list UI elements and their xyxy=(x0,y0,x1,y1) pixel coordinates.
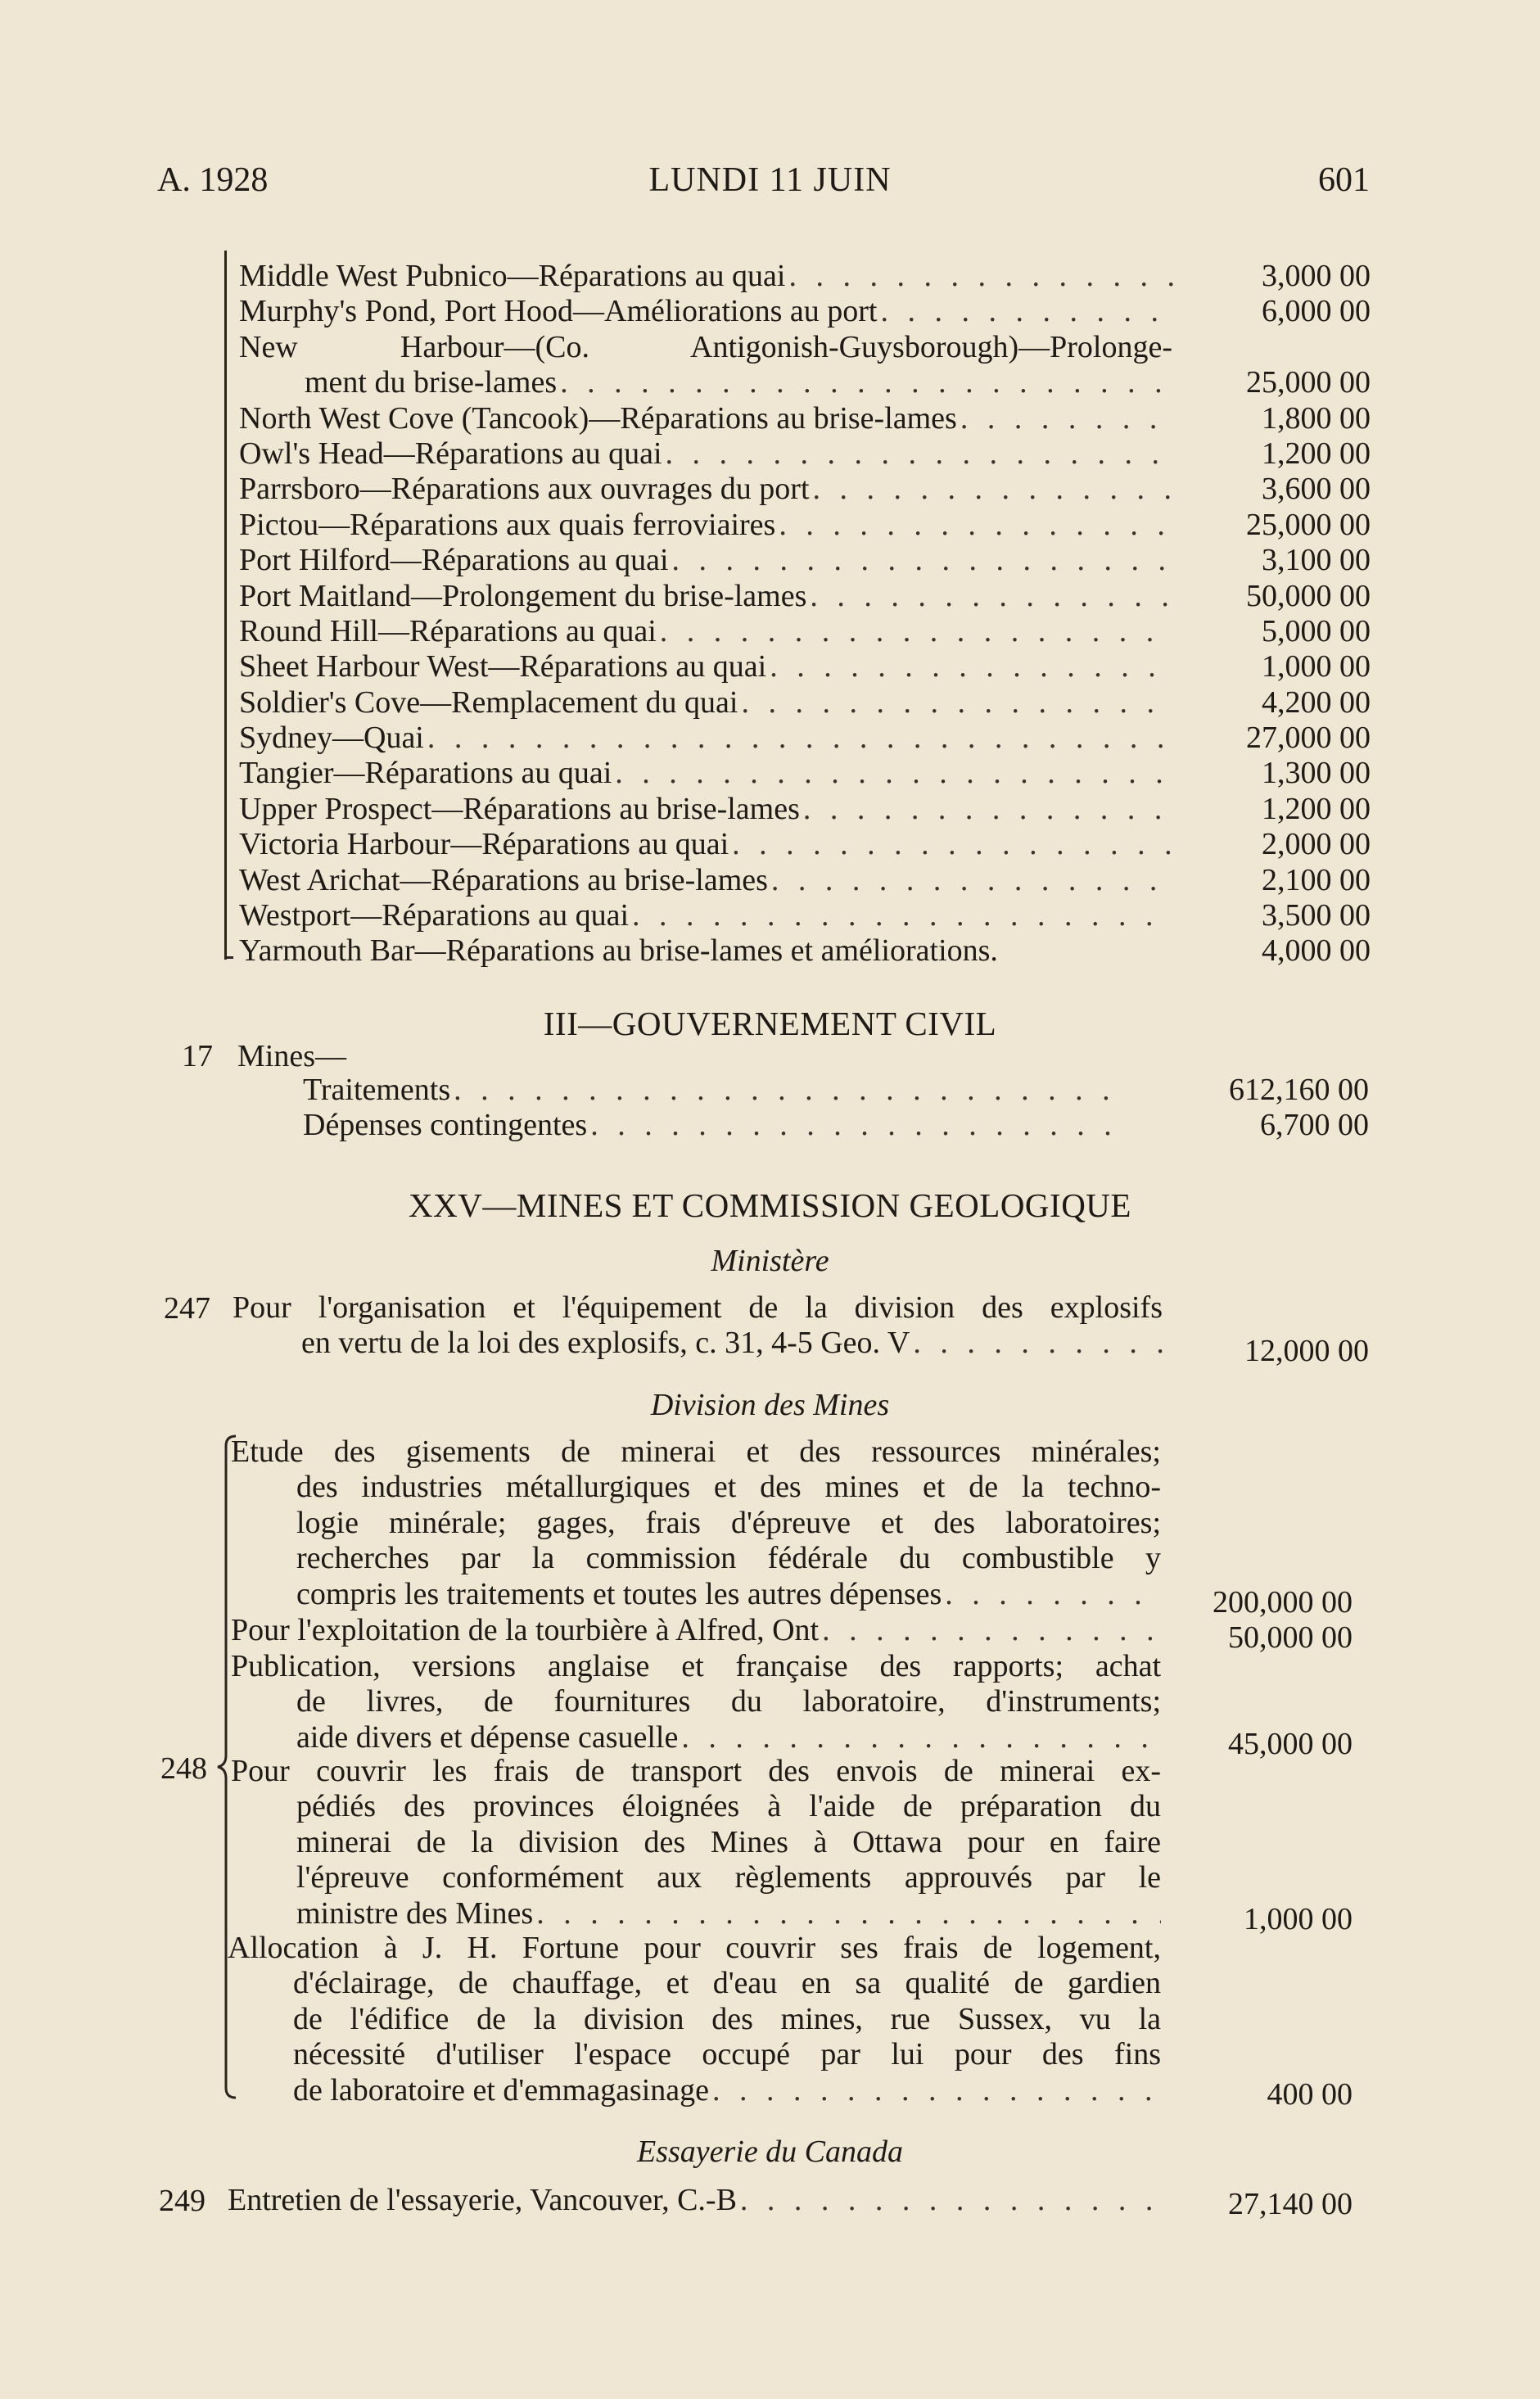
session-year: A. 1928 xyxy=(157,161,269,199)
page-date: LUNDI 11 JUIN xyxy=(648,161,892,199)
list-item: West Arichat—Réparations au brise-lames . . . 2,100 00 xyxy=(239,863,1369,898)
list-item: North West Cove (Tancook)—Réparations au brise-lames . . . 1,800 00 xyxy=(239,401,1369,436)
item-248-line: logie minérale; gages, frais d'épreuve et des laboratoires; xyxy=(296,1505,1161,1540)
item-249-amount: 27,140 00 xyxy=(1228,2187,1353,2221)
harbours-list xyxy=(239,259,1369,969)
list-item: Round Hill—Réparations au quai . . . 5,000 00 xyxy=(239,614,1369,649)
item-248-line: compris les traitements et toutes les autres dépenses . . . xyxy=(231,1577,1161,1612)
list-item: Traitements . . . 612,160 00 xyxy=(303,1073,1369,1108)
item-247-line: en vertu de la loi des explosifs, c. 31, 4-5 Geo. V . . . xyxy=(233,1326,1163,1361)
mines-title: Mines— xyxy=(237,1039,346,1073)
item-248-3 xyxy=(231,1649,1161,1755)
list-item: Sydney—Quai . . . 27,000 00 xyxy=(239,721,1369,756)
item-248-line: ministre des Mines . . . xyxy=(231,1896,1161,1931)
item-247-line: Pour l'organisation et l'équipement de la division des explosifs xyxy=(233,1290,1163,1325)
section-heading-gouvernement-civil: III—GOUVERNEMENT CIVIL xyxy=(543,1005,997,1042)
list-item: Tangier—Réparations au quai . . . 1,300 00 xyxy=(239,756,1369,791)
list-item: Yarmouth Bar—Réparations au brise-lames et améliorations. 4,000 00 xyxy=(239,933,1371,969)
item-248-line: pédiés des provinces éloignées à l'aide de préparation du xyxy=(296,1789,1161,1824)
list-item: Victoria Harbour—Réparations au quai . . . 2,000 00 xyxy=(239,827,1369,862)
list-item: Murphy's Pond, Port Hood—Améliorations au port . . . 6,000 00 xyxy=(239,294,1369,329)
vote-number-249: 249 xyxy=(159,2184,205,2218)
item-248-line: d'éclairage, de chauffage, et d'eau en sa qualité de gardien xyxy=(293,1966,1161,2001)
item-248-line: recherches par la commission fédérale du combustible y xyxy=(296,1541,1161,1576)
item-248-5-amount: 400 00 xyxy=(1267,2077,1353,2112)
list-item: New Harbour—(Co. Antigonish-Guysborough)—Prolonge- xyxy=(239,329,1172,364)
item-248-line: l'épreuve conformément aux règlements approuvés par le xyxy=(296,1860,1161,1895)
item-248-line: aide divers et dépense casuelle . . . xyxy=(231,1720,1161,1755)
list-item: Westport—Réparations au quai . . . 3,500 00 xyxy=(239,898,1369,933)
list-item: Soldier's Cove—Remplacement du quai . . . 4,200 00 xyxy=(239,685,1369,721)
item-248-5 xyxy=(228,1931,1161,2108)
item-248-line: de l'édifice de la division des mines, rue Sussex, vu la xyxy=(293,2001,1161,2036)
page-number: 601 xyxy=(1318,161,1370,199)
list-item: Upper Prospect—Réparations au brise-lames . . . 1,200 00 xyxy=(239,792,1369,827)
list-item: Port Hilford—Réparations au quai . . . 3,100 00 xyxy=(239,543,1369,578)
list-item: Port Maitland—Prolongement du brise-lames . . . 50,000 00 xyxy=(239,579,1369,614)
item-248-line: de laboratoire et d'emmagasinage . . . xyxy=(228,2073,1161,2108)
item-248-line: nécessité d'utiliser l'espace occupé par lui pour des fins xyxy=(293,2037,1161,2072)
section-heading-mines-commission: XXV—MINES ET COMMISSION GEOLOGIQUE xyxy=(409,1186,1131,1224)
item-248-2 xyxy=(231,1613,1161,1648)
vote-number-248: 248 xyxy=(160,1751,207,1786)
list-item: Dépenses contingentes . . . 6,700 00 xyxy=(303,1108,1369,1143)
item-248-line: Pour l'exploitation de la tourbière à Alfred, Ont . . . xyxy=(231,1613,1161,1648)
item-248-4 xyxy=(231,1754,1161,1931)
vote-number-17: 17 xyxy=(182,1039,213,1073)
list-item: ment du brise-lames . . . 25,000 00 xyxy=(239,365,1369,400)
item-248-1-amount: 200,000 00 xyxy=(1213,1585,1353,1620)
subheading-division-mines: Division des Mines xyxy=(650,1388,890,1422)
list-item: Owl's Head—Réparations au quai . . . 1,200 00 xyxy=(239,436,1369,472)
list-item: Parrsboro—Réparations aux ouvrages du port . . . 3,600 00 xyxy=(239,472,1369,507)
item-248-line: Etude des gisements de minerai et des ressources minérales; xyxy=(231,1434,1161,1469)
item-248-line: minerai de la division des Mines à Ottawa pour en faire xyxy=(296,1824,1161,1859)
item-248-line: de livres, de fournitures du laboratoire, d'instruments; xyxy=(296,1684,1161,1719)
list-item: Middle West Pubnico—Réparations au quai . . . 3,000 00 xyxy=(239,259,1369,294)
subheading-ministere: Ministère xyxy=(711,1244,829,1278)
item-249-line: Entretien de l'essayerie, Vancouver, C.-B . . . xyxy=(228,2183,1161,2218)
mines-items xyxy=(303,1073,1369,1144)
item-248-line: des industries métallurgiques et des mines et de la techno- xyxy=(296,1470,1161,1505)
list-item: Pictou—Réparations aux quais ferroviaires . . . 25,000 00 xyxy=(239,508,1369,543)
item-248-4-amount: 1,000 00 xyxy=(1244,1902,1353,1936)
page-header xyxy=(0,160,1540,210)
subheading-essayerie: Essayerie du Canada xyxy=(636,2135,904,2169)
item-248-line: Publication, versions anglaise et française des rapports; achat xyxy=(231,1649,1161,1683)
item-248-3-amount: 45,000 00 xyxy=(1228,1727,1353,1761)
item-248-line: Allocation à J. H. Fortune pour couvrir ses frais de logement, xyxy=(228,1931,1161,1965)
item-249 xyxy=(228,2183,1161,2218)
harbours-bracket xyxy=(224,251,235,960)
list-item: Sheet Harbour West—Réparations au quai . . . 1,000 00 xyxy=(239,649,1369,684)
item-248-2-amount: 50,000 00 xyxy=(1228,1620,1353,1655)
item-247 xyxy=(233,1290,1163,1362)
item-247-amount: 12,000 00 xyxy=(1244,1334,1369,1368)
item-248-1 xyxy=(231,1434,1161,1612)
vote-number-247: 247 xyxy=(164,1291,210,1326)
harbours-bracket-end xyxy=(224,950,233,959)
item-248-line: Pour couvrir les frais de transport des envois de minerai ex- xyxy=(231,1754,1161,1788)
